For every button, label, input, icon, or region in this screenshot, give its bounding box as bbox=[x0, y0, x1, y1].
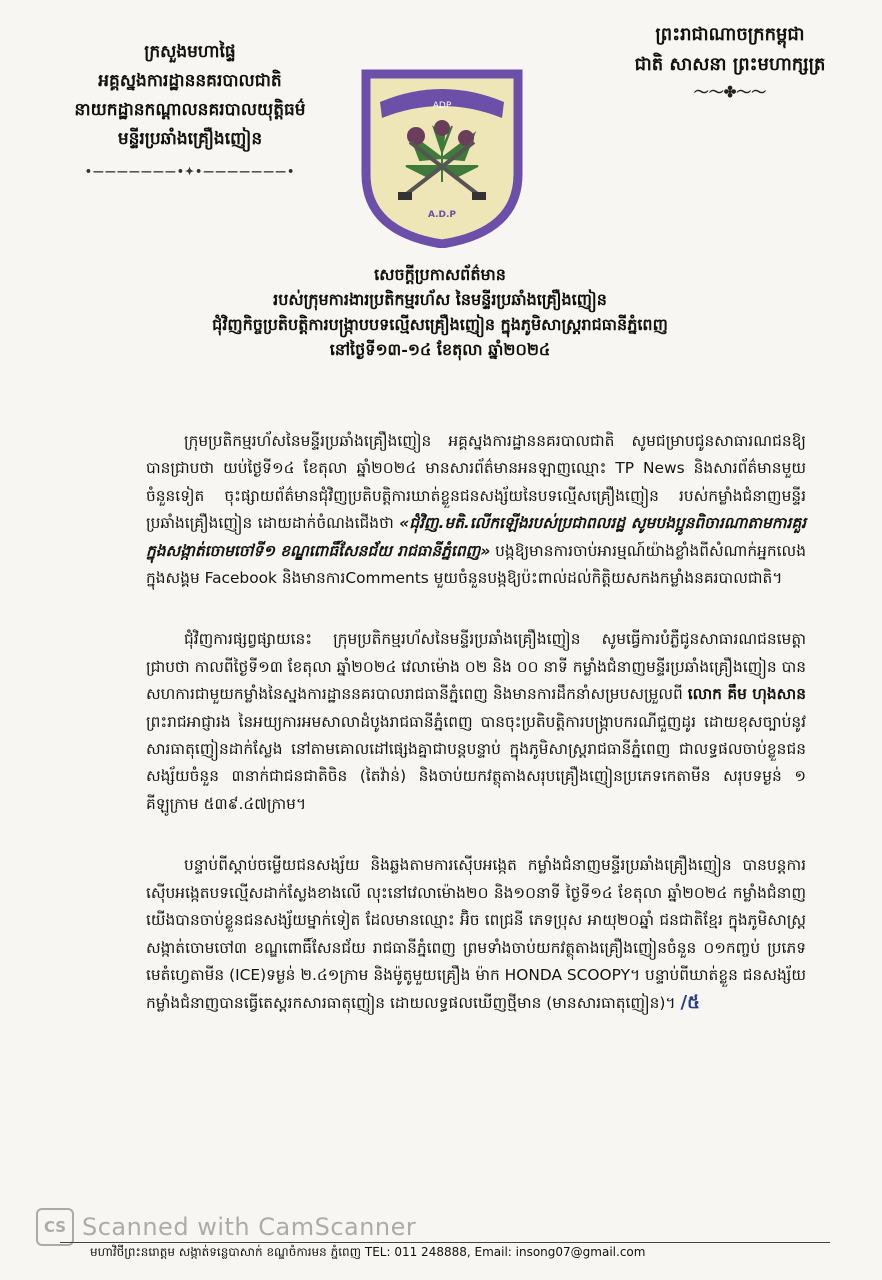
paragraph-2 bbox=[146, 626, 806, 818]
svg-text:ADP: ADP bbox=[432, 101, 452, 111]
document-title bbox=[120, 262, 760, 362]
title-line-4: នៅថ្ងៃទី១៣-១៤ ខែតុលា ឆ្នាំ២០២៤ bbox=[329, 340, 551, 359]
footer-address: មហាវិថីព្រះនរោត្តម សង្កាត់ទន្លេបាសាក់ ខណ្ឌចំការមន ភ្នំពេញ TEL: 011 248888, Email: insong07@gmail.com bbox=[90, 1245, 646, 1259]
shield-icon bbox=[356, 62, 528, 248]
general-commissariat-name: អគ្គស្នងការដ្ឋាននគរបាលជាតិ bbox=[98, 71, 282, 91]
office-name: មន្ទីរប្រឆាំងគ្រឿងញៀន bbox=[117, 129, 263, 149]
title-line-2: របស់ក្រុមការងារប្រតិកម្មរហ័ស នៃមន្ទីរប្រឆាំងគ្រឿងញៀន bbox=[273, 290, 607, 309]
national-motto: ជាតិ សាសនា ព្រះមហាក្សត្រ bbox=[634, 54, 826, 75]
paragraph-2-intro: ជុំវិញការផ្សព្វផ្សាយនេះ ក្រុមប្រតិកម្មរហ័សនៃមន្ទីរប្រឆាំងគ្រឿងញៀន សូមធ្វើការបំភ្លឺជូនសាធារណជនមេត្តាជ្រាបថា កាលពីថ្ងៃទី១៣ ខែតុលា ឆ្នាំ២០២៤ វេលាម៉ោង ០២ និង ០០ នាទី កម្លាំងជំនាញមន្ទីរប្រឆាំងគ្រឿងញៀន បានសហការជាមួយកម្លាំងនៃស្នងការដ្ឋាននគរបាលរាជធានីភ្នំពេញ និងមានការដឹកនាំសម្របសម្រួលពី bbox=[146, 630, 806, 704]
divider-ornament: •———————•✦•———————• bbox=[84, 165, 296, 178]
scanner-watermark bbox=[36, 1208, 416, 1246]
department-name: នាយកដ្ឋានកណ្តាលនគរបាលយុត្តិធម៌ bbox=[74, 100, 306, 120]
paragraph-1-end: បង្កឱ្យមានការចាប់អារម្មណ៍យ៉ាងខ្លាំងពីសំណាក់អ្នកលេងក្នុងសង្គម Facebook និងមានការComments មួយចំនួនបង្កឱ្យប៉ះពាល់ដល់កិត្តិយសកងកម្លាំងនគរបាលជាតិ។ bbox=[146, 541, 806, 588]
emblem-logo bbox=[356, 62, 528, 248]
paragraph-3 bbox=[146, 852, 806, 1017]
paragraph-3-text: បន្ទាប់ពីស្តាប់ចម្លើយជនសង្ស័យ និងឆ្លងតាមការស៊ើបអង្កេត កម្លាំងជំនាញមន្ទីរប្រឆាំងគ្រឿងញៀន បានបន្តការស៊ើបអង្កេតបទល្មើសដាក់ស្លែងខាងលើ លុះនៅវេលាម៉ោង២០ និង១០នាទី ថ្ងៃទី១៤ ខែតុលា ឆ្នាំ២០២៤ កម្លាំងជំនាញយើងបានចាប់ខ្លួនជនសង្ស័យម្នាក់ទៀត ដែលមានឈ្មោះ អ៊ិច ពេជ្រនី ភេទប្រុស អាយុ២០ឆ្នាំ ជនជាតិខ្មែរ ក្នុងភូមិសាស្ត្រសង្កាត់ចោមចៅ៣ ខណ្ឌពោធិ៍សែនជ័យ រាជធានីភ្នំពេញ ព្រមទាំងចាប់យកវត្ថុតាងគ្រឿងញៀនចំនួន ០១កញ្ចប់ ប្រភេទមេតំហ្វេតាមីន (ICE)ទម្ងន់ ២.៤១ក្រាម និងម៉ូតូមួយគ្រឿង ម៉ាក HONDA SCOOPY។ បន្ទាប់ពីឃាត់ខ្លួន ជនសង្ស័យ កម្លាំងជំនាញបានធ្វើតេស្តរកសារធាតុញៀន ដោយលទ្ធផលឃើញថ្មីមាន (មានសារធាតុញៀន)។ bbox=[146, 856, 806, 1013]
kingdom-name: ព្រះរាជាណាចក្រកម្ពុជា bbox=[655, 24, 805, 45]
emblem-initials: A.D.P bbox=[427, 210, 457, 220]
flourish-ornament: 〜〜✤〜〜 bbox=[693, 83, 767, 101]
watermark-text: Scanned with CamScanner bbox=[82, 1213, 417, 1241]
paragraph-1-intro: ក្រុមប្រតិកម្មរហ័សនៃមន្ទីរប្រឆាំងគ្រឿងញៀន អគ្គស្នងការដ្ឋាននគរបាលជាតិ សូមជម្រាបជូនសាធារណជនឱ្យបានជ្រាបថា យប់ថ្ងៃទី១៤ ខែតុលា ឆ្នាំ២០២៤ មានសារព័ត៌មានអនឡាញឈ្មោះ TP News និងសារព័ត៌មានមួយចំនួនទៀត ចុះផ្សាយព័ត៌មានជុំវិញប្រតិបត្តិការឃាត់ខ្លួនជនសង្ស័យនៃបទល្មើសគ្រឿងញៀន របស់កម្លាំងជំនាញមន្ទីរប្រឆាំងគ្រឿងញៀន ដោយដាក់ចំណងជើងថា bbox=[146, 432, 806, 533]
paragraph-2-end: ព្រះរាជអាជ្ញារង នៃអយ្យការអមសាលាដំបូងរាជធានីភ្នំពេញ បានចុះប្រតិបត្តិការបង្ក្រាបករណីជួញដូរ ដោយខុសច្បាប់នូវសារធាតុញៀនដាក់ស្លែង នៅតាមគោលដៅផ្សេងគ្នាជាបន្តបន្ទាប់ ក្នុងភូមិសាស្ត្ររាជធានីភ្នំពេញ ជាលទ្ធផលចាប់ខ្លួនជនសង្ស័យចំនួន ៣នាក់ជាជនជាតិចិន (តៃវ៉ាន់) និងចាប់យកវត្ថុតាងសរុបគ្រឿងញៀនប្រភេទកេតាមីន សរុបទម្ងន់ ១ គីឡូក្រាម ៥៣៩.៤៧ក្រាម។ bbox=[146, 712, 806, 813]
header-left bbox=[40, 38, 340, 180]
ministry-name: ក្រសួងមហាផ្ទៃ bbox=[144, 42, 236, 62]
title-line-1: សេចក្តីប្រកាសព័ត៌មាន bbox=[374, 265, 506, 284]
prosecutor-name: លោក គឹម ហុងសាន bbox=[687, 685, 806, 704]
header-right bbox=[600, 20, 860, 102]
document-body bbox=[146, 428, 806, 1052]
camscanner-icon: CS bbox=[36, 1208, 74, 1246]
title-line-3: ជុំវិញកិច្ចប្រតិបត្តិការបង្ក្រាបបទល្មើសគ្រឿងញៀន ក្នុងភូមិសាស្ត្ររាជធានីភ្នំពេញ bbox=[212, 315, 668, 334]
handwritten-mark: /៥ bbox=[680, 992, 700, 1014]
paragraph-1 bbox=[146, 428, 806, 592]
paragraph-1-quoted-headline: «ជុំវិញ.មតិ.លើកឡើងរបស់ប្រជាពលរដ្ឋ សូមបងប្អូនពិចារណាតាមការគួរ ក្នុងសង្កាត់ចោមចៅទី១ ខណ្ឌពោធិ៍សែនជ័យ រាជធានីភ្នំពេញ» bbox=[146, 514, 806, 560]
